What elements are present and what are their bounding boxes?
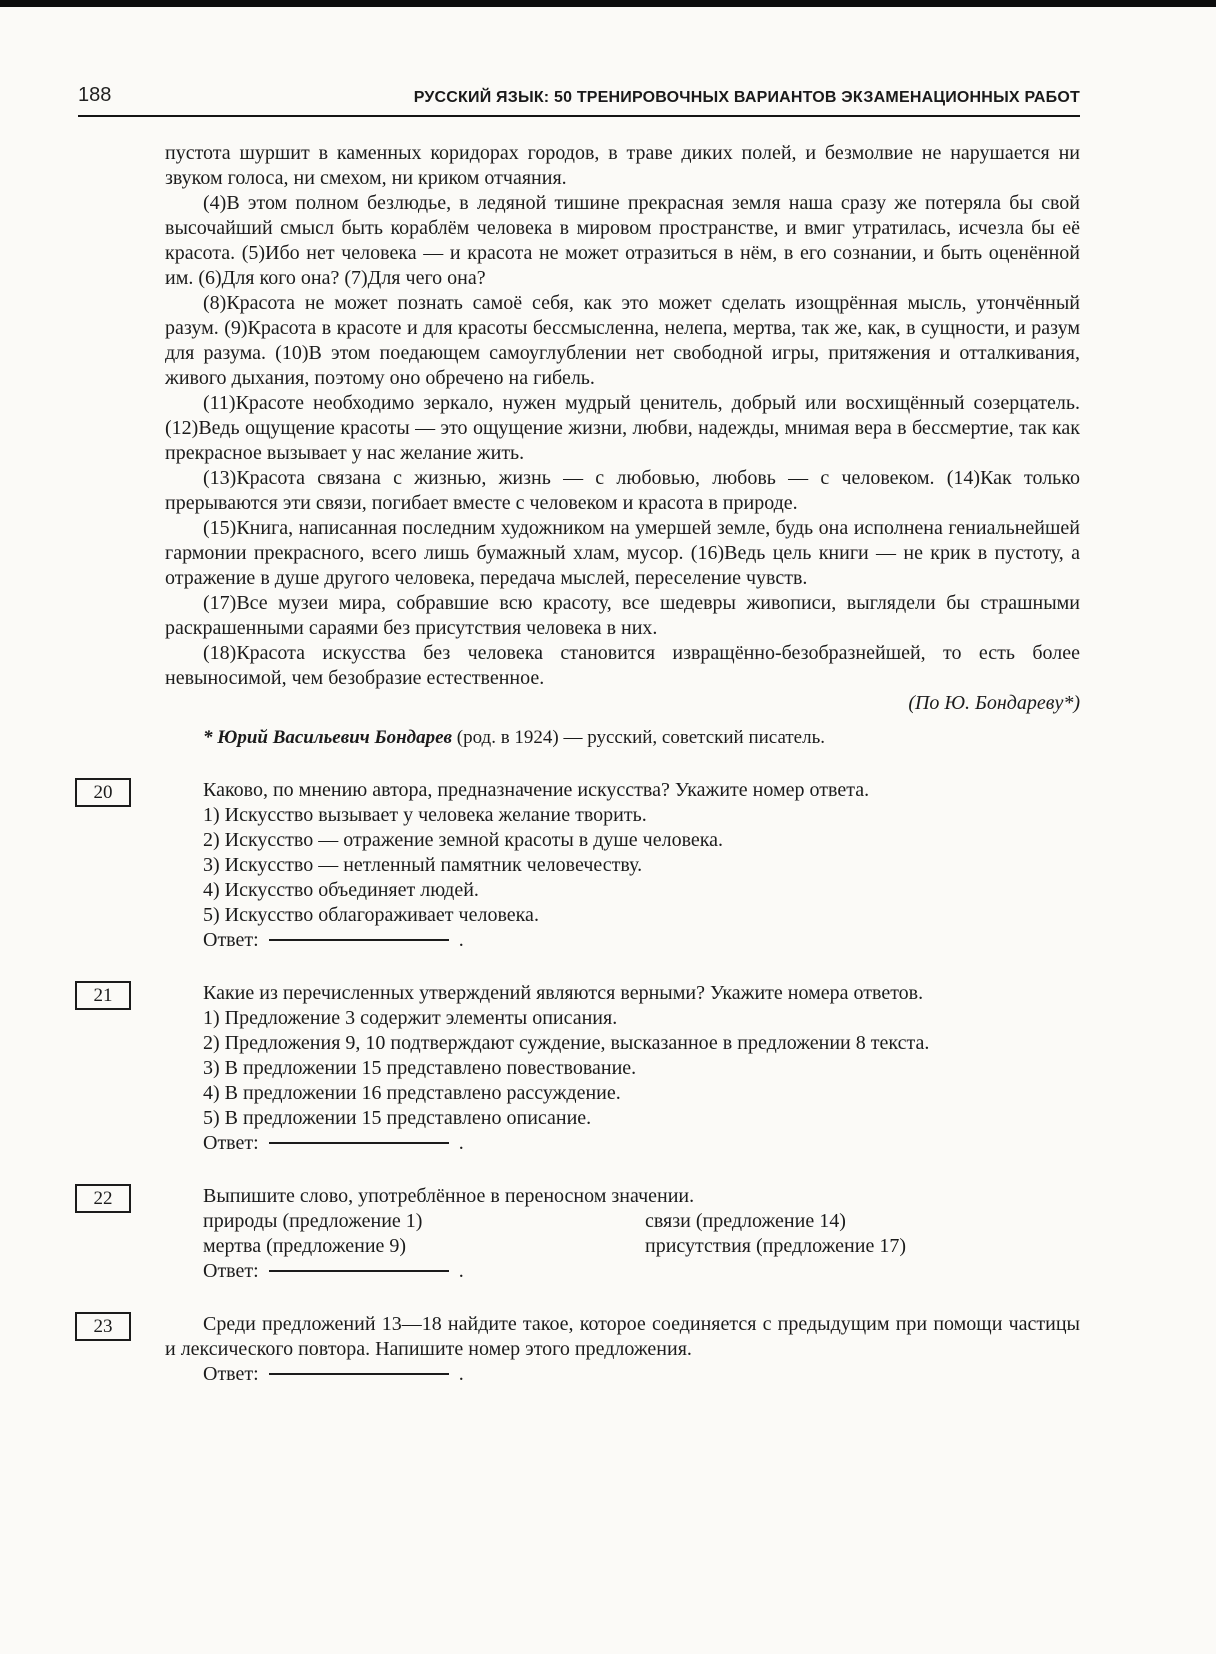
question-option: 5) В предложении 15 представлено описание.: [203, 1107, 592, 1129]
question-20-number-box: [75, 778, 131, 807]
reading-passage: [165, 141, 1080, 750]
answer-row: [165, 1131, 1080, 1156]
question-prompt: Среди предложений 13—18 найдите такое, которое соединяется с предыдущим при помощи частицы и лексического повтора. Напишите номер этого предложения.: [165, 1313, 1080, 1360]
answer-blank-line: [269, 939, 449, 941]
question-number: 21: [93, 985, 113, 1006]
footnote-author-name: * Юрий Васильевич Бондарев: [203, 727, 452, 748]
page-number: 188: [78, 84, 112, 106]
question-option: 2) Искусство — отражение земной красоты в душе человека.: [203, 829, 724, 851]
question-21: [93, 981, 1080, 1156]
question-option: 3) В предложении 15 представлено повествование.: [203, 1057, 637, 1079]
answer-blank-line: [269, 1373, 449, 1375]
footnote-author-info: (род. в 1924) — русский, советский писатель.: [452, 727, 826, 748]
question-23-number-box: [75, 1312, 131, 1341]
answer-period: .: [458, 1132, 464, 1154]
answer-row: [165, 1259, 1080, 1284]
question-option: 3) Искусство — нетленный памятник человечеству.: [203, 854, 643, 876]
question-number: 20: [93, 782, 113, 803]
question-22: [93, 1184, 1080, 1284]
word-option: природы (предложение 1): [203, 1210, 423, 1232]
passage-paragraph: пустота шуршит в каменных коридорах городов, в траве диких полей, и безмолвие не нарушается ни звуком голоса, ни смехом, ни криком отчаяния.: [165, 142, 1080, 189]
passage-paragraph: (17)Все музеи мира, собравшие всю красоту, все шедевры живописи, выглядели бы страшными раскрашенными сараями без присутствия человека в них.: [165, 592, 1080, 639]
author-footnote: [165, 725, 1080, 750]
question-option: 4) В предложении 16 представлено рассуждение.: [203, 1082, 621, 1104]
passage-paragraph: (18)Красота искусства без человека становится извращённо-безобразнейшей, то есть более невыносимой, чем безобразие естественное.: [165, 642, 1080, 689]
question-number: 22: [93, 1188, 113, 1209]
question-23: [93, 1312, 1080, 1387]
running-title: РУССКИЙ ЯЗЫК: 50 ТРЕНИРОВОЧНЫХ ВАРИАНТОВ ЭКЗАМЕНАЦИОННЫХ РАБОТ: [413, 89, 1080, 106]
passage-paragraph: (4)В этом полном безлюдье, в ледяной тишине прекрасная земля наша сразу же потеряла бы свой высочайший смысл быть кораблём человека в мировом пространстве, и вмиг утратилась, исчезла бы её красота. (5)Ибо нет человека — и красота не может отразиться в нём, в его сознании, и быть оценённой им. (6)Для кого она? (7)Для чего она?: [165, 192, 1080, 289]
answer-row: [165, 928, 1080, 953]
answer-label: Ответ:: [203, 1363, 259, 1385]
question-prompt: Выпишите слово, употреблённое в переносном значении.: [203, 1185, 695, 1207]
answer-label: Ответ:: [203, 929, 259, 951]
scan-edge-artifact: [0, 0, 1216, 7]
question-prompt: Каково, по мнению автора, предназначение искусства? Укажите номер ответа.: [203, 779, 870, 801]
passage-paragraph: (13)Красота связана с жизнью, жизнь — с любовью, любовь — с человеком. (14)Как только прерываются эти связи, погибает вместе с человеком и красота в природе.: [165, 467, 1080, 514]
page-content: [93, 141, 1080, 1387]
passage-attribution: (По Ю. Бондареву*): [908, 692, 1080, 714]
question-option: 4) Искусство объединяет людей.: [203, 879, 479, 901]
passage-paragraph: (8)Красота не может познать самоё себя, как это может сделать изощрённая мысль, утончённый разум. (9)Красота в красоте и для красоты бессмысленна, нелепа, мертва, так же, как, в сущности, и разум для разума. (10)В этом поедающем самоуглублении нет свободной игры, притяжения и отталкивания, живого дыхания, поэтому оно обречено на гибель.: [165, 292, 1080, 389]
question-prompt: Какие из перечисленных утверждений являются верными? Укажите номера ответов.: [203, 982, 924, 1004]
question-option: 5) Искусство облагораживает человека.: [203, 904, 539, 926]
answer-blank-line: [269, 1270, 449, 1272]
header-rule: [78, 115, 1080, 117]
question-20: [93, 778, 1080, 953]
word-options-grid: [165, 1209, 1080, 1259]
answer-blank-line: [269, 1142, 449, 1144]
question-option: 2) Предложения 9, 10 подтверждают суждение, высказанное в предложении 8 текста.: [203, 1032, 930, 1054]
question-21-number-box: [75, 981, 131, 1010]
answer-period: .: [458, 929, 464, 951]
answer-label: Ответ:: [203, 1132, 259, 1154]
answer-row: [165, 1362, 1080, 1387]
question-option: 1) Искусство вызывает у человека желание творить.: [203, 804, 647, 826]
question-number: 23: [93, 1316, 113, 1337]
word-option: присутствия (предложение 17): [645, 1235, 906, 1257]
passage-paragraph: (15)Книга, написанная последним художником на умершей земле, будь она исполнена гениальнейшей гармонии прекрасного, всего лишь бумажный хлам, мусор. (16)Ведь цель книги — не крик в пустоту, а отражение в душе другого человека, передача мыслей, переселение чувств.: [165, 517, 1080, 589]
answer-period: .: [458, 1260, 464, 1282]
word-option: мертва (предложение 9): [203, 1235, 407, 1257]
page-header: [0, 0, 1216, 107]
question-option: 1) Предложение 3 содержит элементы описания.: [203, 1007, 618, 1029]
answer-period: .: [458, 1363, 464, 1385]
answer-label: Ответ:: [203, 1260, 259, 1282]
word-option: связи (предложение 14): [645, 1210, 846, 1232]
passage-paragraph: (11)Красоте необходимо зеркало, нужен мудрый ценитель, добрый или восхищённый созерцатель. (12)Ведь ощущение красоты — это ощущение жизни, любви, надежды, мнимая вера в бессмертие, так как прекрасное вызывает у нас желание жить.: [165, 392, 1080, 464]
question-22-number-box: [75, 1184, 131, 1213]
